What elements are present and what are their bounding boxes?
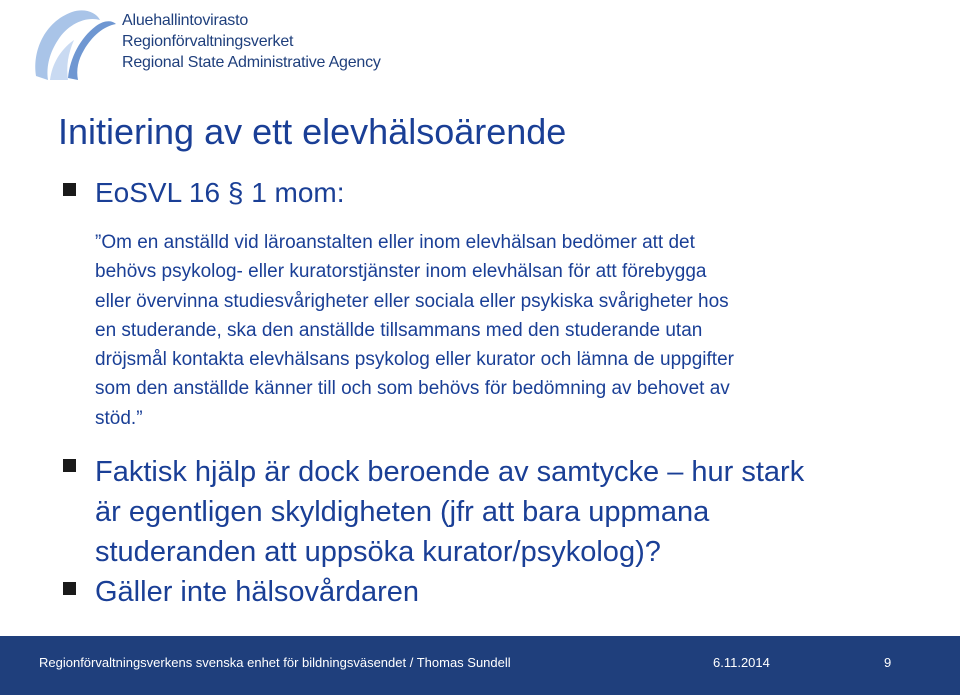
bullet-law-reference: EoSVL 16 § 1 mom: (95, 177, 345, 208)
bullet-square-icon (63, 459, 76, 472)
bullet-health-nurse: Gäller inte hälsovårdaren (95, 576, 420, 608)
bullet-consent-line: Faktisk hjälp är dock beroende av samtycke – hur stark (95, 456, 805, 488)
bullet-square-icon (63, 582, 76, 595)
agency-name-finnish: Aluehallintovirasto (122, 12, 249, 29)
footer-organization: Regionförvaltningsverkens svenska enhet för bildningsväsendet / Thomas Sundell (39, 655, 511, 670)
quote-line: behövs psykolog- eller kuratorstjänster inom elevhälsan för att förebygga (95, 261, 707, 283)
quote-line: som den anställde känner till och som behövs för bedömning av behovet av (95, 378, 730, 400)
quote-line: stöd.” (95, 407, 143, 429)
footer-bar (0, 636, 960, 695)
footer-date: 6.11.2014 (713, 655, 770, 670)
quote-line: en studerande, ska den anställde tillsammans med den studerande utan (95, 319, 703, 341)
bullet-consent (95, 452, 804, 572)
quote-line: dröjsmål kontakta elevhälsans psykolog eller kurator och lämna de uppgifter (95, 349, 734, 371)
law-quote (95, 228, 925, 433)
quote-line: eller övervinna studiesvårigheter eller sociala eller psykiska svårigheter hos (95, 290, 729, 312)
page-number: 9 (884, 655, 892, 670)
slide-title: Initiering av ett elevhälsoärende (58, 111, 567, 152)
agency-name-english: Regional State Administrative Agency (122, 54, 381, 71)
agency-name-swedish: Regionförvaltningsverket (122, 33, 294, 50)
agency-logo (28, 4, 118, 84)
quote-line: ”Om en anställd vid läroanstalten eller inom elevhälsan bedömer att det (95, 232, 695, 253)
agency-name (122, 10, 381, 73)
bullet-square-icon (63, 183, 76, 196)
bullet-consent-line: är egentligen skyldigheten (jfr att bara uppmana (95, 496, 710, 528)
bullet-consent-line: studeranden att uppsöka kurator/psykolog)? (95, 536, 661, 568)
